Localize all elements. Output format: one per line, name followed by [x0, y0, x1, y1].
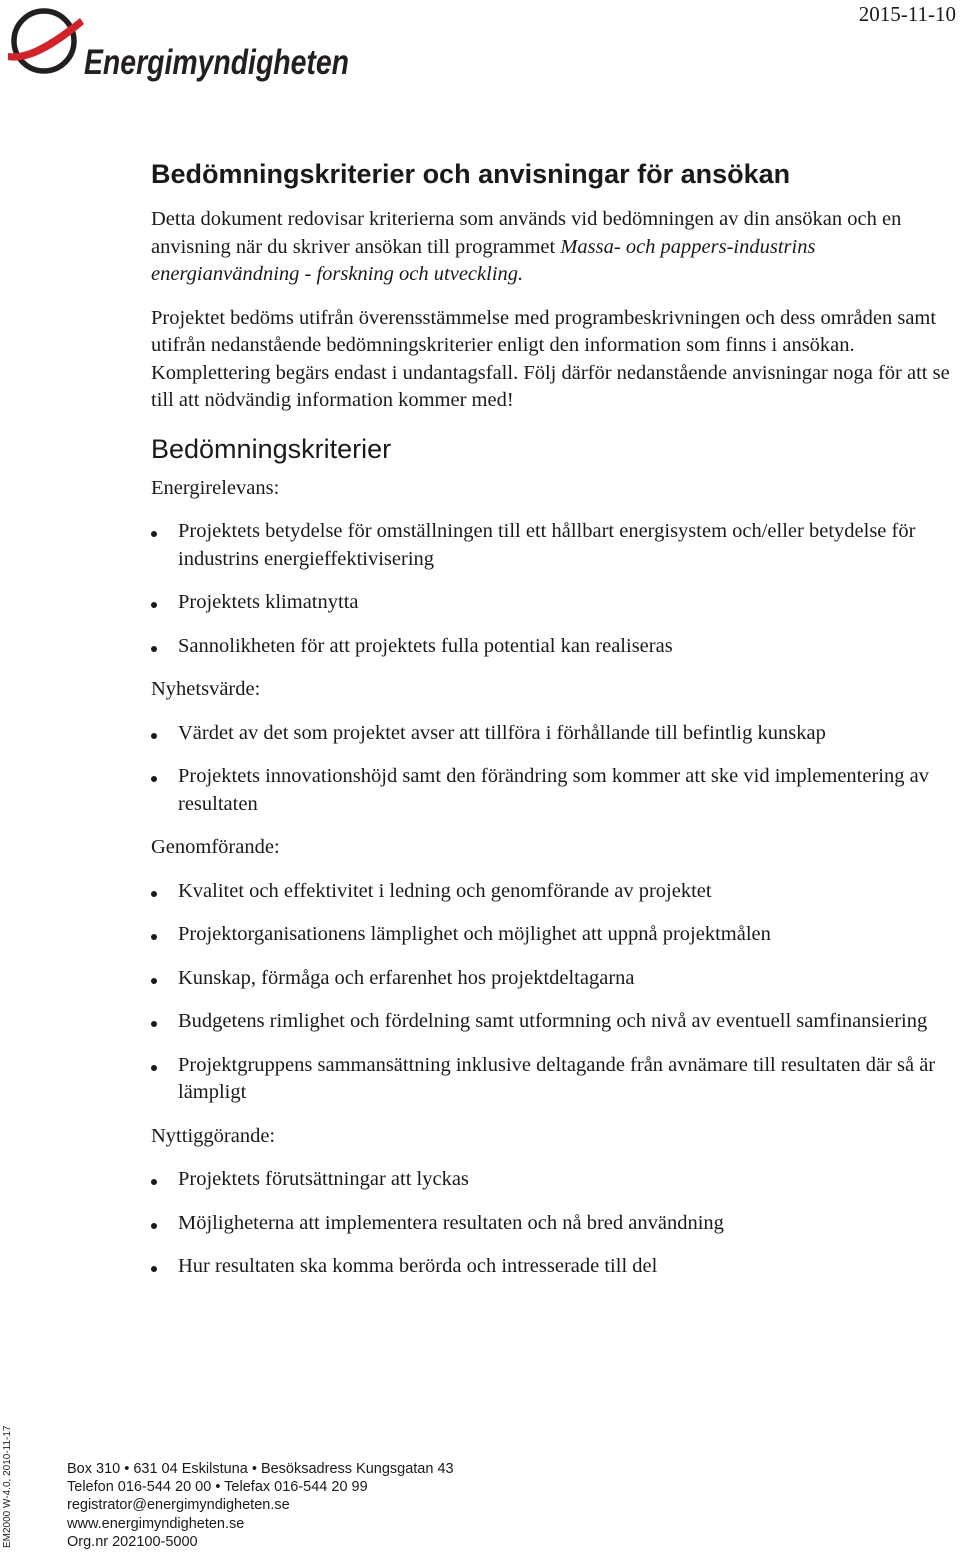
list-item-text: Projektets betydelse för omställningen till ett hållbart energisystem och/eller betydelse för industrins energieffektivisering	[178, 520, 916, 570]
list-item	[151, 720, 951, 748]
list-item-text: Projektets förutsättningar att lyckas	[178, 1168, 469, 1190]
list-item-text: Projektets innovationshöjd samt den förändring som kommer att ske vid implementering av resultaten	[178, 765, 929, 815]
list-item-text: Möjligheterna att implementera resultaten och nå bred användning	[178, 1211, 724, 1234]
list-item	[151, 965, 951, 993]
criteria-groups	[151, 475, 951, 1281]
group-label: Energirelevans:	[151, 476, 280, 499]
list-item	[151, 921, 951, 949]
footer-email: registrator@energimyndigheten.se	[67, 1497, 290, 1514]
list-item-text: Kvalitet och effektivitet i ledning och genomförande av projektet	[178, 879, 712, 902]
criteria-group-nyttiggorande	[151, 1123, 951, 1281]
document-title: Bedömningskriterier och anvisningar för ansökan	[151, 159, 791, 189]
footer-phone-line: Telefon 016-544 20 00 • Telefax 016-544 20 99	[67, 1479, 368, 1496]
bullet-icon	[151, 1223, 157, 1229]
program-name: Massa- och pappers-industrins energianvändning - forskning och utveckling.	[151, 235, 816, 285]
footer-address	[67, 1460, 454, 1551]
list-item	[151, 633, 951, 661]
document-date: 2015-11-10	[858, 2, 956, 26]
bullet-icon	[151, 1021, 157, 1027]
criteria-group-energirelevans	[151, 475, 951, 661]
criteria-heading: Bedömningskriterier	[151, 433, 392, 464]
bullet-icon	[151, 891, 157, 897]
list-item	[151, 518, 951, 573]
list-item-text: Budgetens rimlighet och fördelning samt utformning och nivå av eventuell samfinansiering	[178, 1010, 928, 1032]
footer-website: www.energimyndigheten.se	[67, 1515, 245, 1532]
form-code: EM2000 W-4.0, 2010-11-17	[2, 1425, 13, 1548]
intro-paragraph-1	[151, 206, 951, 289]
bullet-icon	[151, 978, 157, 984]
group-label: Nyhetsvärde:	[151, 678, 261, 700]
bullet-icon	[151, 934, 157, 940]
criteria-group-nyhetsvarde	[151, 676, 951, 818]
list-item-text: Projektorganisationens lämplighet och möjlighet att uppnå projektmålen	[178, 923, 771, 945]
energimyndigheten-logo	[6, 4, 351, 82]
bullet-icon	[151, 646, 157, 652]
list-item	[151, 589, 951, 617]
logo-wordmark: Energimyndigheten	[84, 43, 349, 82]
intro-paragraph-2: Projektet bedöms utifrån överensstämmelse med programbeskrivningen och dess områden samt utifrån nedanstående bedömningskriterier enligt den information som finns i ansökan. Komplettering begärs endast i undantagsfall. Följ därför nedanstående anvisningar noga för att se till att nödvändig information kommer med!	[151, 306, 950, 411]
list-item-text: Kunskap, förmåga och erfarenhet hos projektdeltagarna	[178, 966, 635, 989]
list-item-text: Projektets klimatnytta	[178, 591, 359, 613]
logo-emblem-icon	[6, 4, 351, 82]
list-item	[151, 763, 951, 818]
list-item	[151, 1166, 951, 1194]
list-item-text: Projektgruppens sammansättning inklusive deltagande från avnämare till resultaten där så är lämpligt	[178, 1053, 936, 1103]
criteria-group-genomforande	[151, 834, 951, 1107]
group-label: Genomförande:	[151, 836, 280, 858]
footer-address-line: Box 310 • 631 04 Eskilstuna • Besöksadress Kungsgatan 43	[67, 1461, 454, 1477]
list-item-text: Värdet av det som projektet avser att tillföra i förhållande till befintlig kunskap	[178, 721, 826, 744]
list-item	[151, 1052, 951, 1107]
bullet-icon	[151, 1179, 157, 1185]
group-label: Nyttiggörande:	[151, 1124, 276, 1147]
list-item	[151, 878, 951, 906]
bullet-icon	[151, 776, 157, 782]
intro-lead-text: Detta dokument redovisar kriterierna som används vid bedömningen av din ansökan och en anvisning när du skriver ansökan till programmet	[151, 208, 902, 258]
bullet-icon	[151, 733, 157, 739]
footer-org-number: Org.nr 202100-5000	[67, 1533, 198, 1550]
list-item	[151, 1210, 951, 1238]
bullet-icon	[151, 602, 157, 608]
bullet-icon	[151, 531, 157, 537]
list-item	[151, 1008, 951, 1036]
list-item-text: Hur resultaten ska komma berörda och intresserade till del	[178, 1255, 658, 1277]
list-item	[151, 1253, 951, 1281]
bullet-icon	[151, 1065, 157, 1071]
bullet-icon	[151, 1266, 157, 1272]
list-item-text: Sannolikheten för att projektets fulla potential kan realiseras	[178, 634, 673, 657]
